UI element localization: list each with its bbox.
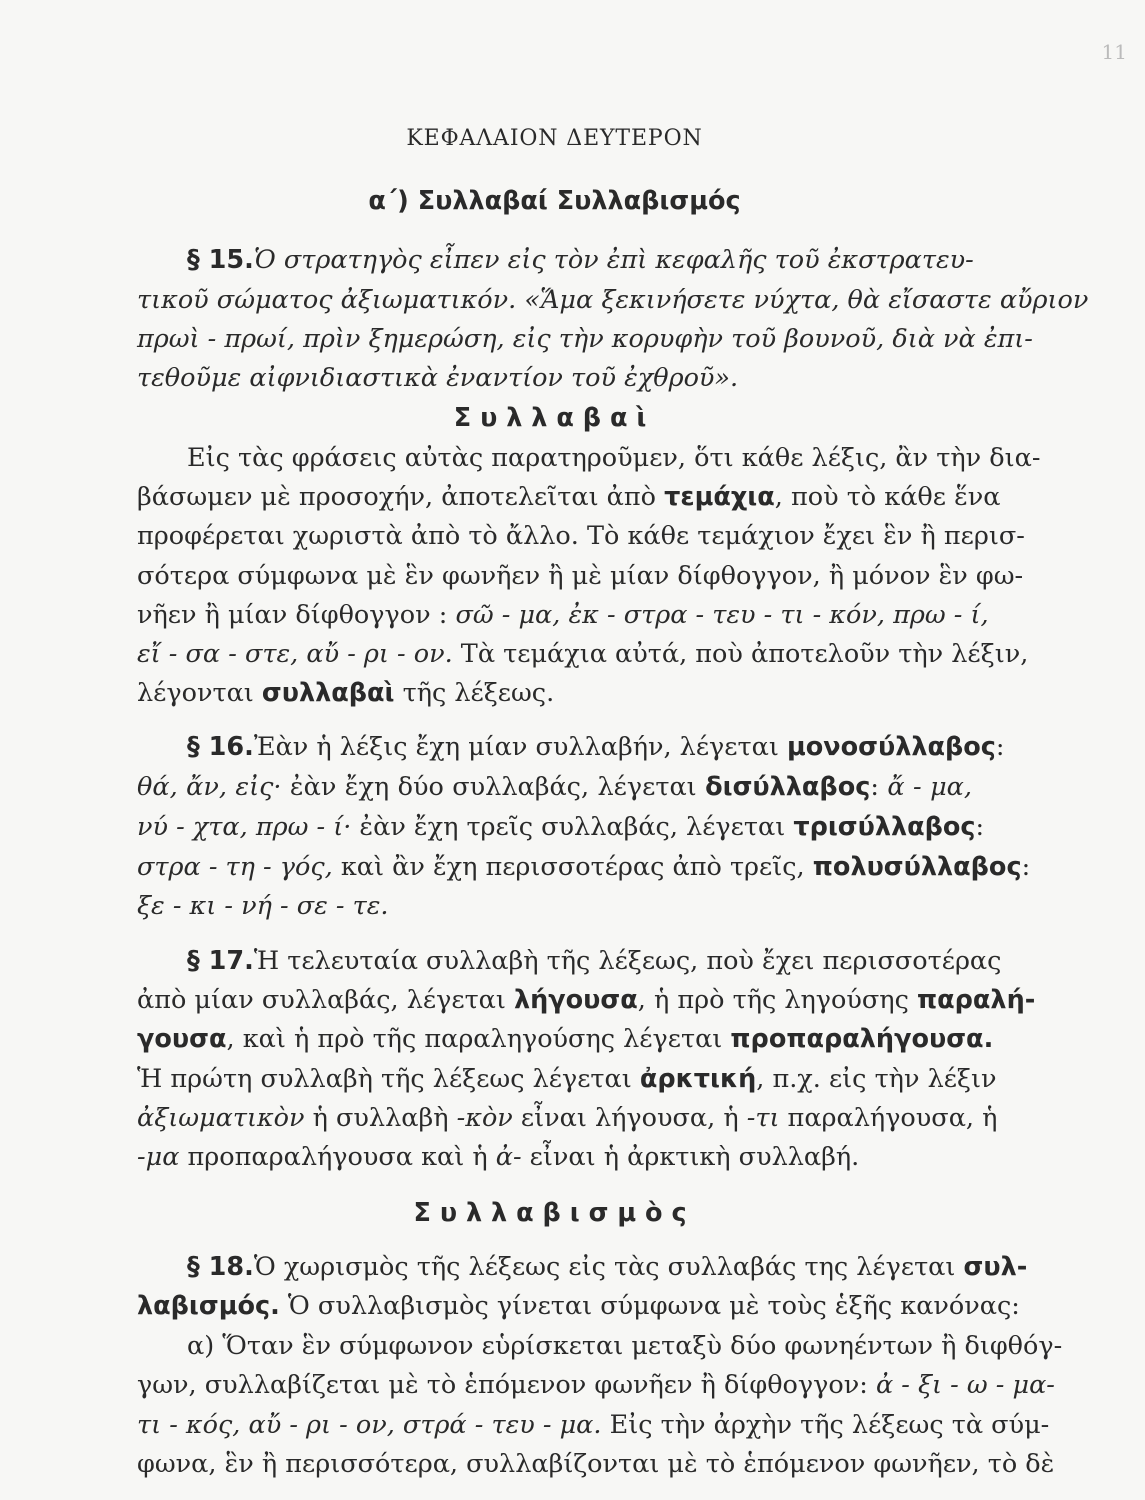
syllables-line-7: λέγονται συλλαβαὶ τῆς λέξεως.: [137, 678, 555, 708]
paragraph-17-line-1: § 17.Ἡ τελευταία συλλαβὴ τῆς λέξεως, ποὺ ἔχει περισσοτέρας: [137, 944, 972, 978]
paragraph-17-line-2: ἀπὸ μίαν συλλαβάς, λέγεται λήγουσα, ἡ πρὸ τῆς ληγούσης παραλή-: [137, 985, 1036, 1015]
chapter-title: ΚΕΦΑΛΑΙΟΝ ΔΕΥΤΕΡΟΝ: [406, 126, 703, 151]
paragraph-16-line-3: νύ - χτα, πρω - ί· ἐὰν ἔχη τρεῖς συλλαβάς, λέγεται τρισύλλαβος:: [137, 812, 985, 842]
syllabification-heading: Συλλαβισμὸς: [413, 1198, 696, 1228]
paragraph-number: § 18.: [187, 1252, 254, 1282]
paragraph-18-line-2: λαβισμός. Ὁ συλλαβισμὸς γίνεται σύμφωνα μὲ τοὺς ἑξῆς κανόνας:: [137, 1291, 1020, 1321]
paragraph-18-line-6: φωνα, ἓν ἢ περισσότερα, συλλαβίζονται μὲ τὸ ἑπόμενον φωνῆεν, τὸ δὲ: [137, 1449, 1055, 1479]
syllables-line-4: σότερα σύμφωνα μὲ ἓν φωνῆεν ἢ μὲ μίαν δίφθογγον, ἢ μόνον ἓν φω-: [137, 561, 1024, 591]
paragraph-number: § 16.: [187, 732, 254, 762]
paragraph-16-line-4: στρα - τη - γός, καὶ ἂν ἔχη περισσοτέρας ἀπὸ τρεῖς, πολυσύλλαβος:: [137, 852, 1031, 882]
syllables-line-6: εἴ - σα - στε, αὔ - ρι - ον. Τὰ τεμάχια αὐτά, ποὺ ἀποτελοῦν τὴν λέξιν,: [137, 639, 1029, 669]
paragraph-18-line-5: τι - κός, αὔ - ρι - ον, στρά - τευ - μα. Εἰς τὴν ἀρχὴν τῆς λέξεως τὰ σύμ-: [137, 1410, 1050, 1440]
paragraph-17-line-5: ἀξιωματικὸν ἡ συλλαβὴ -κὸν εἶναι λήγουσα, ἡ -τι παραλήγουσα, ἡ: [137, 1103, 998, 1133]
syllables-line-5: νῆεν ἢ μίαν δίφθογγον : σῶ - μα, ἐκ - στρα - τευ - τι - κόν, πρω - ί,: [137, 600, 989, 630]
paragraph-17-line-3: γουσα, καὶ ἡ πρὸ τῆς παραληγούσης λέγεται προπαραλήγουσα.: [137, 1024, 994, 1054]
syllables-line-1: Εἰς τὰς φράσεις αὐτὰς παρατηροῦμεν, ὅτι κάθε λέξις, ἂν τὴν δια-: [187, 443, 1041, 473]
paragraph-18-line-1: § 18.Ὁ χωρισμὸς τῆς λέξεως εἰς τὰς συλλαβάς της λέγεται συλ-: [137, 1250, 972, 1284]
paragraph-number: § 17.: [187, 946, 254, 976]
paragraph-16-line-5: ξε - κι - νή - σε - τε.: [137, 891, 389, 921]
paragraph-17-line-4: Ἡ πρώτη συλλαβὴ τῆς λέξεως λέγεται ἀρκτική, π.χ. εἰς τὴν λέξιν: [137, 1064, 997, 1094]
syllables-heading: Συλλαβαὶ: [453, 403, 656, 433]
paragraph-15-line-2: τικοῦ σώματος ἀξιωματικόν. «Ἅμα ξεκινήσετε νύχτα, θὰ εἴσαστε αὔριον: [137, 285, 1089, 315]
syllables-line-3: προφέρεται χωριστὰ ἀπὸ τὸ ἄλλο. Τὸ κάθε τεμάχιον ἔχει ἓν ἢ περισ-: [137, 521, 1025, 551]
paragraph-number: § 15.: [187, 245, 254, 275]
section-title: α΄) Συλλαβαί Συλλαβισμός: [368, 186, 741, 216]
paragraph-15-line-1: § 15.Ὁ στρατηγὸς εἶπεν εἰς τὸν ἐπὶ κεφαλῆς τοῦ ἐκστρατευ-: [137, 243, 972, 277]
paragraph-17-line-6: -μα προπαραλήγουσα καὶ ἡ ἀ- εἶναι ἡ ἀρκτικὴ συλλαβή.: [137, 1142, 860, 1172]
page-number: 11: [1101, 40, 1127, 64]
syllables-line-2: βάσωμεν μὲ προσοχήν, ἀποτελεῖται ἀπὸ τεμάχια, ποὺ τὸ κάθε ἕνα: [137, 482, 1001, 512]
paragraph-16-line-1: § 16.Ἐὰν ἡ λέξις ἔχη μίαν συλλαβήν, λέγεται μονοσύλλαβος:: [137, 730, 972, 764]
paragraph-18-line-3: α) Ὅταν ἓν σύμφωνον εὑρίσκεται μεταξὺ δύο φωνηέντων ἢ διφθόγ-: [187, 1331, 1063, 1361]
paragraph-15-line-4: τεθοῦμε αἰφνιδιαστικὰ ἐναντίον τοῦ ἐχθροῦ».: [137, 363, 739, 393]
paragraph-18-line-4: γων, συλλαβίζεται μὲ τὸ ἑπόμενον φωνῆεν ἢ δίφθογγον: ἀ - ξι - ω - μα-: [137, 1370, 1055, 1400]
paragraph-15-line-3: πρωὶ - πρωί, πρὶν ξημερώση, εἰς τὴν κορυφὴν τοῦ βουνοῦ, διὰ νὰ ἐπι-: [137, 324, 1033, 354]
paragraph-16-line-2: θά, ἄν, εἰς· ἐὰν ἔχη δύο συλλαβάς, λέγεται δισύλλαβος: ἄ - μα,: [137, 772, 972, 802]
